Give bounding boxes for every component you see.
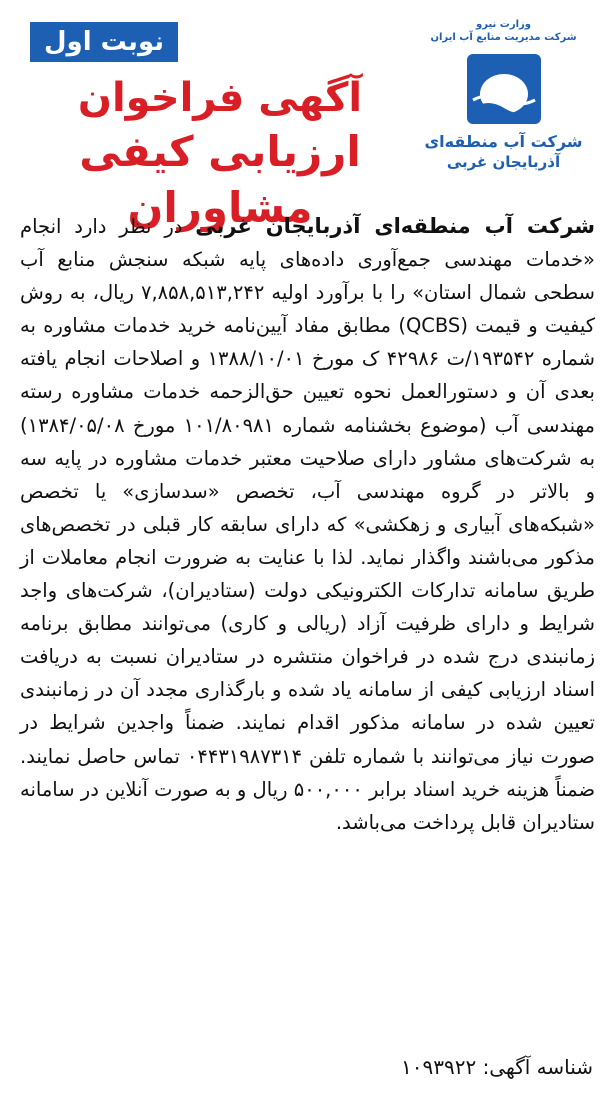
publication-badge bbox=[30, 22, 178, 62]
logo-ministry-text: وزارت نیرو bbox=[476, 19, 531, 30]
organization-logo bbox=[416, 18, 591, 188]
identifier-value: ۱۰۹۳۹۲۲ bbox=[401, 1055, 477, 1079]
logo-company-name: شرکت آب منطقه‌ای bbox=[424, 132, 583, 151]
body-lead: شرکت آب منطقه‌ای آذربایجان غربی bbox=[195, 214, 595, 238]
logo-company-text: شرکت مدیریت منابع آب ایران bbox=[430, 32, 577, 43]
title-line-1: آگهی فراخوان bbox=[77, 75, 363, 121]
ad-body bbox=[20, 210, 595, 839]
badge-label: نوبت اول bbox=[43, 27, 165, 57]
body-paragraph bbox=[20, 210, 595, 839]
water-drop-icon bbox=[463, 50, 545, 128]
body-text: در نظر دارد انجام «خدمات مهندسی جمع‌آوری داده‌های پایه شبکه سنجش منابع آب سطحی شمال استان» را با برآورد اولیه ۷,۸۵۸,۵۱۳,۲۴۲ ریال، به روش کیفیت و قیمت (QCBS) مطابق مفاد آیین‌نامه خرید خدمات مشاوره به شماره ۱۹۳۵۴۲/ت ۴۲۹۸۶ ک مورخ ۱۳۸۸/۱۰/۰۱ و اصلاحات انجام یافته بعدی آن و دستورالعمل نحوه تعیین حق‌الزحمه خدمات مشاوره رسته مهندسی آب (موضوع بخشنامه شماره ۱۰۱/۸۰۹۸۱ مورخ ۱۳۸۴/۰۵/۰۸) به شرکت‌های مشاور دارای صلاحیت معتبر خدمات مشاوره در پایه سه و بالاتر در گروه مهندسی آب، تخصص «سدسازی» یا تخصص «شبکه‌های آبیاری و زهکشی» که دارای سابقه کار قبلی در تخصص‌های مذکور می‌باشند واگذار نماید. لذا با عنایت به ضرورت انجام معاملات از طریق سامانه تدارکات الکترونیکی دولت (ستادیران)، شرکت‌های واجد شرایط و دارای ظرفیت آزاد (ریالی و کاری) می‌توانند مطابق برنامه زمانبندی درج شده در فراخوان منتشره در ستادیران نسبت به دریافت اسناد ارزیابی کیفی از سامانه یاد شده و بارگذاری مجدد آن در زمانبندی تعیین شده در سامانه مذکور اقدام نمایند. ضمناً واجدین شرایط در صورت نیاز می‌توانند با شماره تلفن ۰۴۴۳۱۹۸۷۳۱۴ تماس حاصل نمایند. ضمناً هزینه خرید اسناد برابر ۵۰۰,۰۰۰ ریال و به صورت آنلاین در سامانه ستادیران قابل پرداخت می‌باشد. bbox=[20, 215, 596, 834]
ad-identifier bbox=[401, 1052, 593, 1082]
identifier-label: شناسه آگهی: bbox=[482, 1055, 593, 1079]
logo-region-name: آذربایجان غربی bbox=[446, 153, 561, 171]
title-line-2: ارزیابی کیفی مشاوران bbox=[79, 127, 361, 232]
